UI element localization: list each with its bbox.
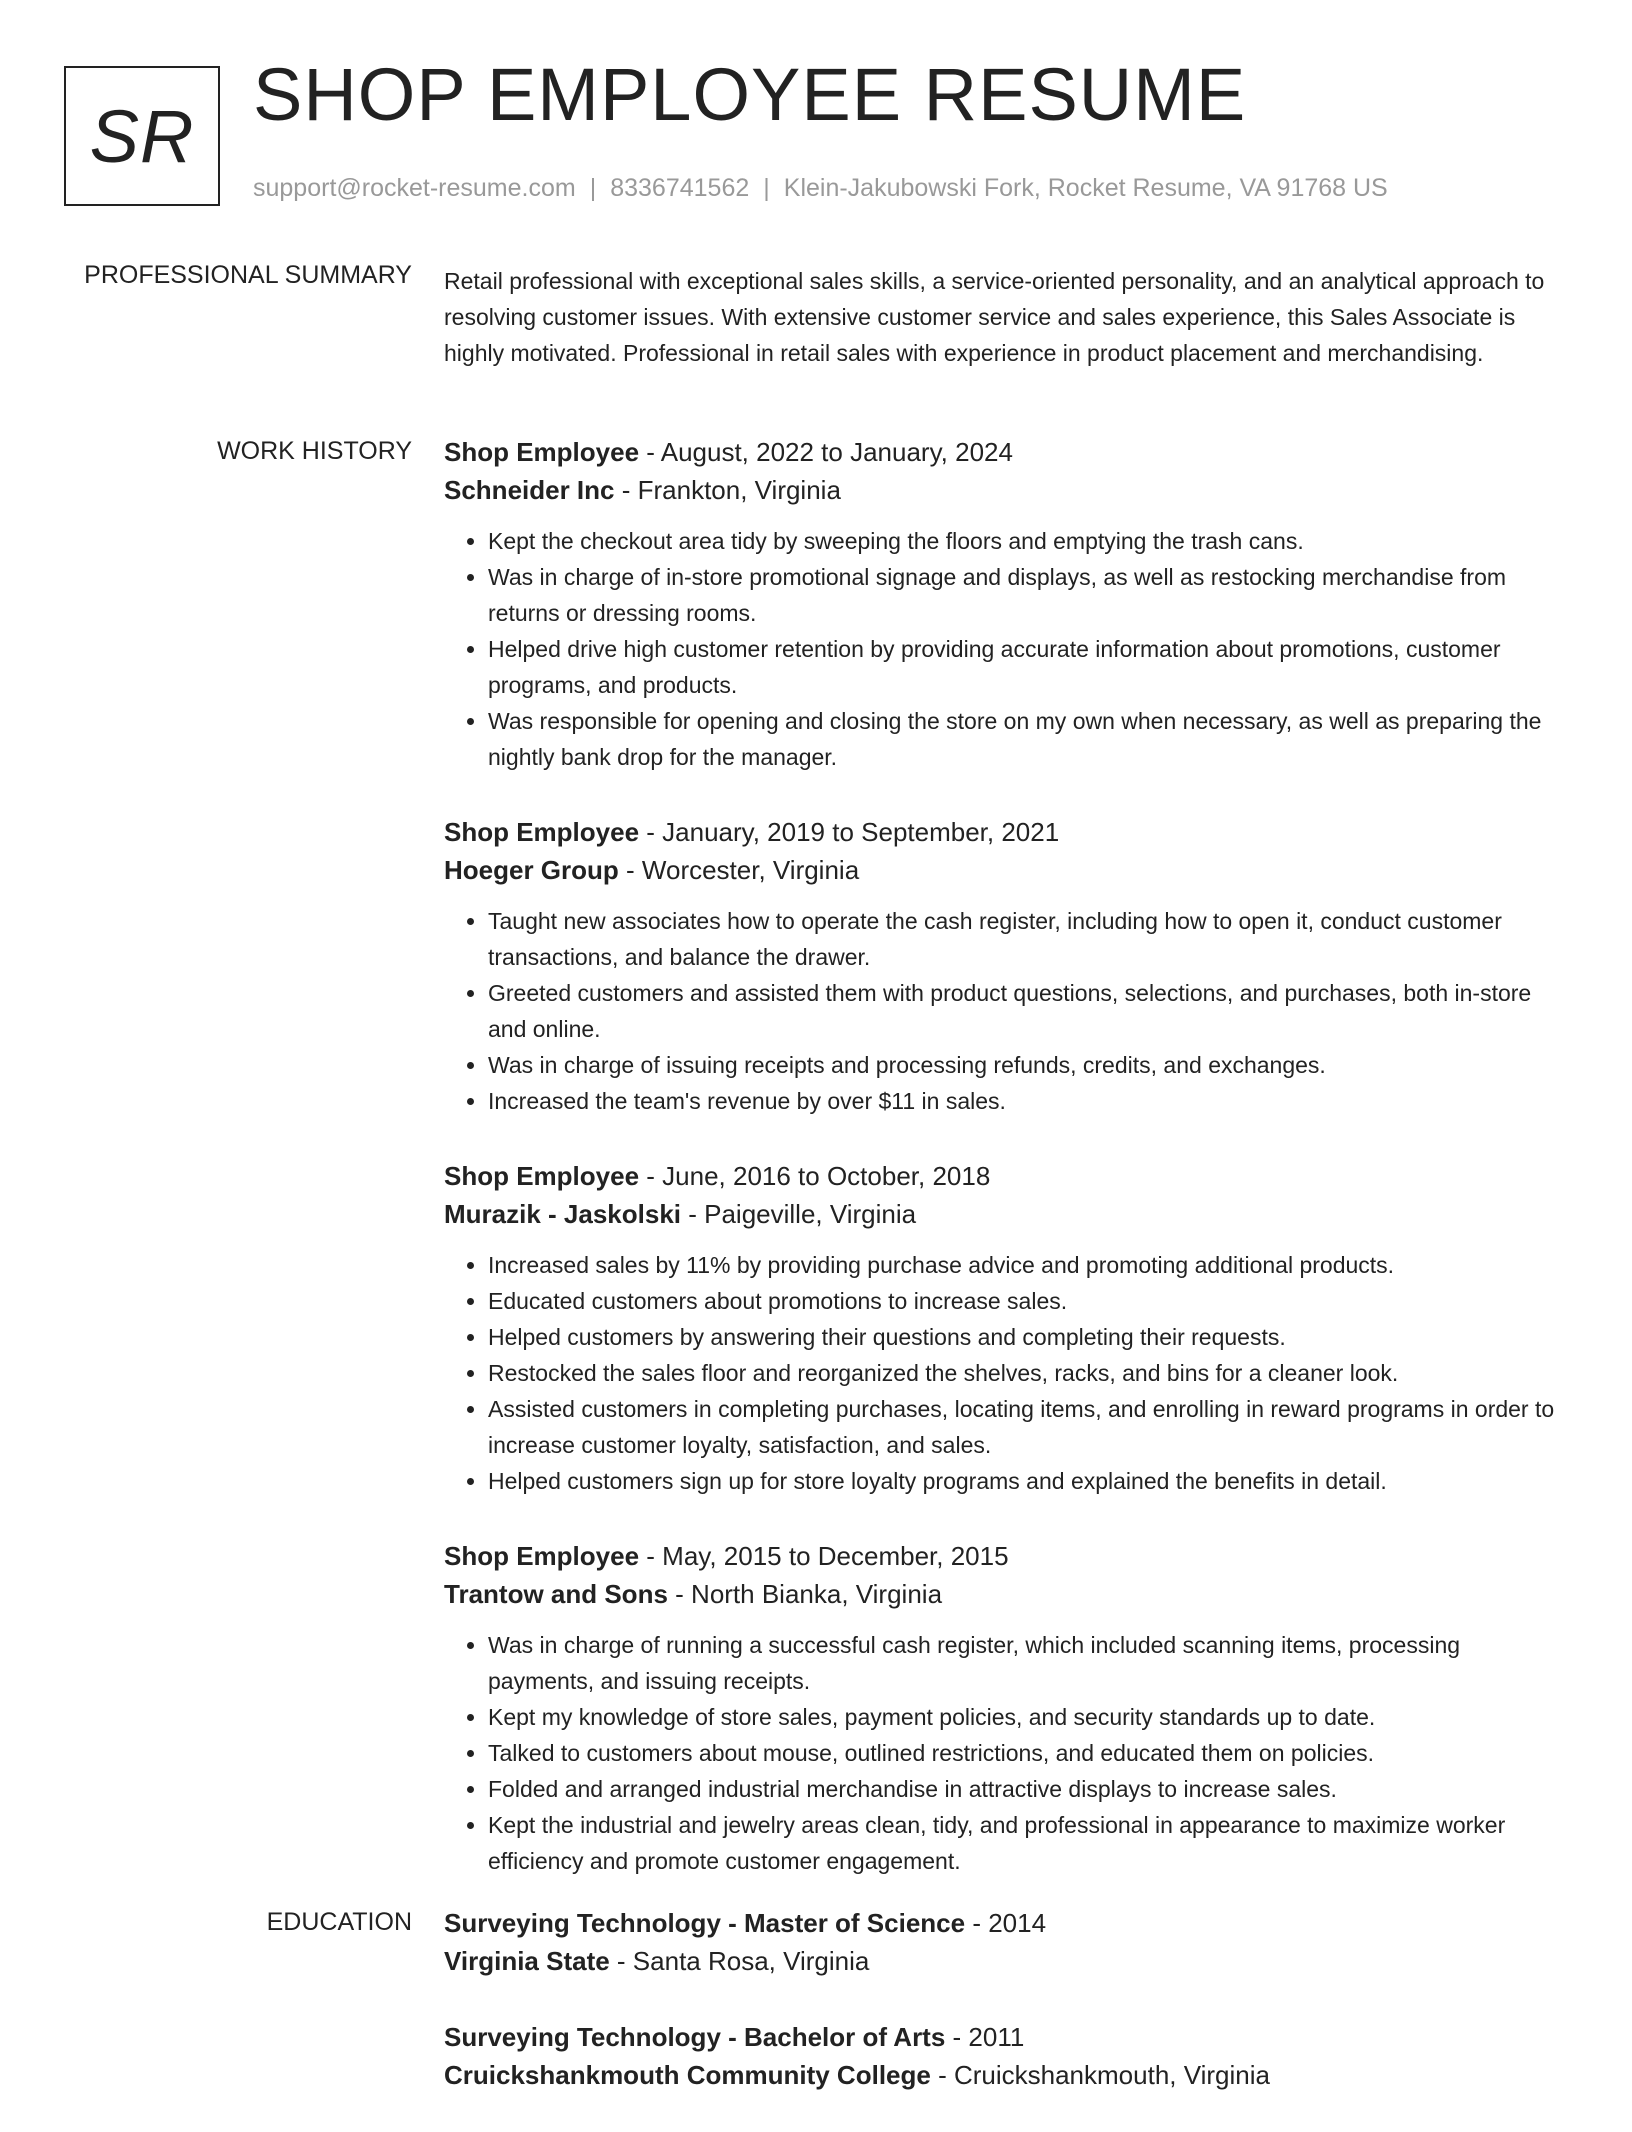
education-degree-line xyxy=(444,1904,1564,1942)
education-year: - 2014 xyxy=(972,1908,1047,1938)
job-bullet: • Talked to customers about mouse, outlined restrictions, and educated them on policies. xyxy=(488,1735,1564,1771)
job-company: Murazik - Jaskolski xyxy=(444,1199,681,1229)
education-body xyxy=(444,1904,1564,2132)
job-location: - Frankton, Virginia xyxy=(621,475,841,505)
job-bullet: • Helped customers by answering their questions and completing their requests. xyxy=(488,1319,1564,1355)
job-entry xyxy=(444,1537,1564,1879)
job-title: Shop Employee xyxy=(444,437,640,467)
job-company-line xyxy=(444,471,1564,509)
monogram-box: SR xyxy=(64,66,220,206)
job-company: Trantow and Sons xyxy=(444,1579,668,1609)
job-bullet: • Was responsible for opening and closing the store on my own when necessary, as well as preparing the nightly bank drop for the manager. xyxy=(488,703,1564,775)
job-bullets xyxy=(444,1627,1564,1879)
job-bullet: • Was in charge of running a successful cash register, which included scanning items, processing payments, and issuing receipts. xyxy=(488,1627,1564,1699)
job-location: - Paigeville, Virginia xyxy=(688,1199,917,1229)
education-school: Virginia State xyxy=(444,1946,610,1976)
education-entry xyxy=(444,1904,1564,1980)
contact-line xyxy=(253,174,1388,203)
job-bullets xyxy=(444,1247,1564,1499)
work-history-label: WORK HISTORY xyxy=(217,437,412,465)
summary-body xyxy=(444,263,1564,371)
job-entry xyxy=(444,1157,1564,1499)
job-bullet: • Kept the checkout area tidy by sweeping the floors and emptying the trash cans. xyxy=(488,523,1564,559)
education-degree: Surveying Technology - Master of Science xyxy=(444,1908,966,1938)
contact-separator: | xyxy=(763,174,770,202)
job-title: Shop Employee xyxy=(444,817,640,847)
job-title-line xyxy=(444,813,1564,851)
job-bullet: • Helped customers sign up for store loyalty programs and explained the benefits in detail. xyxy=(488,1463,1564,1499)
contact-email: support@rocket-resume.com xyxy=(253,174,576,202)
summary-text: Retail professional with exceptional sales skills, a service-oriented personality, and an analytical approach to resolving customer issues. With extensive customer service and sales experience, this Sales Associate is highly motivated. Professional in retail sales with experience in product placement and merchandising. xyxy=(444,268,1545,366)
education-entry xyxy=(444,2018,1564,2094)
education-label: EDUCATION xyxy=(266,1908,412,1936)
education-location: - Santa Rosa, Virginia xyxy=(616,1946,870,1976)
job-title-line xyxy=(444,1157,1564,1195)
job-dates: - June, 2016 to October, 2018 xyxy=(646,1161,991,1191)
job-bullet: • Increased the team's revenue by over $11 in sales. xyxy=(488,1083,1564,1119)
job-bullet: • Kept my knowledge of store sales, payment policies, and security standards up to date. xyxy=(488,1699,1564,1735)
job-company: Schneider Inc xyxy=(444,475,615,505)
job-company-line xyxy=(444,1575,1564,1613)
job-bullet: • Was in charge of in-store promotional signage and displays, as well as restocking merchandise from returns or dressing rooms. xyxy=(488,559,1564,631)
education-location: - Cruickshankmouth, Virginia xyxy=(938,2060,1270,2090)
job-entry xyxy=(444,433,1564,775)
job-dates: - August, 2022 to January, 2024 xyxy=(646,437,1013,467)
job-bullet: • Taught new associates how to operate the cash register, including how to open it, conduct customer transactions, and balance the drawer. xyxy=(488,903,1564,975)
job-bullet: • Educated customers about promotions to increase sales. xyxy=(488,1283,1564,1319)
job-bullet: • Was in charge of issuing receipts and processing refunds, credits, and exchanges. xyxy=(488,1047,1564,1083)
job-bullet: • Folded and arranged industrial merchandise in attractive displays to increase sales. xyxy=(488,1771,1564,1807)
education-degree-line xyxy=(444,2018,1564,2056)
job-dates: - January, 2019 to September, 2021 xyxy=(646,817,1060,847)
education-school: Cruickshankmouth Community College xyxy=(444,2060,931,2090)
contact-address: Klein-Jakubowski Fork, Rocket Resume, VA 91768 US xyxy=(783,174,1388,202)
job-company: Hoeger Group xyxy=(444,855,619,885)
job-bullet: • Assisted customers in completing purchases, locating items, and enrolling in reward programs in order to increase customer loyalty, satisfaction, and sales. xyxy=(488,1391,1564,1463)
job-location: - North Bianka, Virginia xyxy=(675,1579,943,1609)
job-bullet: • Kept the industrial and jewelry areas clean, tidy, and professional in appearance to maximize worker efficiency and promote customer engagement. xyxy=(488,1807,1564,1879)
job-entry xyxy=(444,813,1564,1119)
education-degree: Surveying Technology - Bachelor of Arts xyxy=(444,2022,946,2052)
contact-phone: 8336741562 xyxy=(610,174,750,202)
job-title-line xyxy=(444,1537,1564,1575)
work-history-body xyxy=(444,433,1564,1917)
job-bullet: • Increased sales by 11% by providing purchase advice and promoting additional products. xyxy=(488,1247,1564,1283)
job-location: - Worcester, Virginia xyxy=(626,855,860,885)
page-title: SHOP EMPLOYEE RESUME xyxy=(253,53,1247,136)
job-bullets xyxy=(444,523,1564,775)
job-bullet: • Restocked the sales floor and reorganized the shelves, racks, and bins for a cleaner look. xyxy=(488,1355,1564,1391)
summary-label: PROFESSIONAL SUMMARY xyxy=(84,261,412,289)
education-year: - 2011 xyxy=(952,2022,1025,2052)
job-title-line xyxy=(444,433,1564,471)
job-title: Shop Employee xyxy=(444,1161,640,1191)
job-bullets xyxy=(444,903,1564,1119)
education-school-line xyxy=(444,2056,1564,2094)
job-bullet: • Helped drive high customer retention by providing accurate information about promotions, customer programs, and products. xyxy=(488,631,1564,703)
job-company-line xyxy=(444,1195,1564,1233)
contact-separator: | xyxy=(589,174,597,202)
job-title: Shop Employee xyxy=(444,1541,640,1571)
job-bullet: • Greeted customers and assisted them with product questions, selections, and purchases, both in-store and online. xyxy=(488,975,1564,1047)
job-company-line xyxy=(444,851,1564,889)
education-school-line xyxy=(444,1942,1564,1980)
job-dates: - May, 2015 to December, 2015 xyxy=(646,1541,1009,1571)
